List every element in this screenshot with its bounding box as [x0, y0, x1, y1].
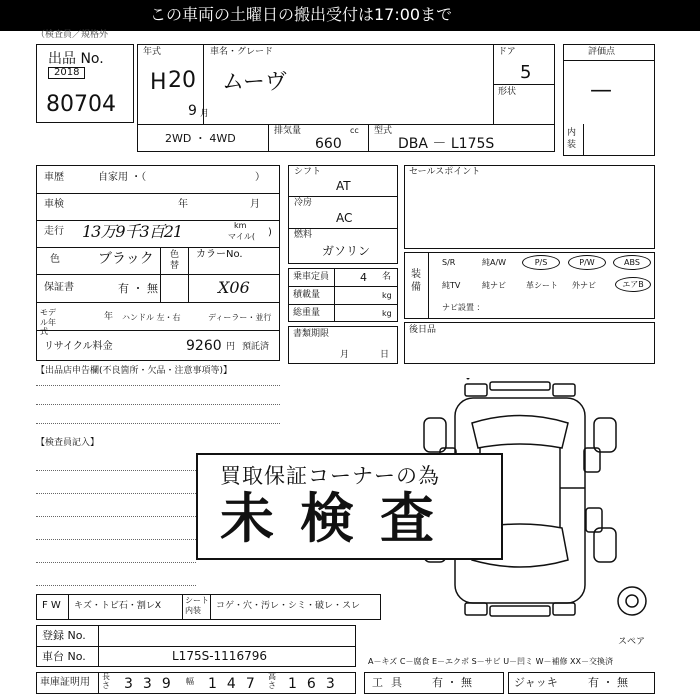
capacity-unit: 名 [382, 272, 392, 282]
mileage-label: 走行 [44, 226, 64, 237]
stamp-line1: 買取保証コーナーの為 [220, 464, 440, 488]
model-year-handle: ハンドル 左・右 [122, 313, 181, 322]
year-era: H [150, 70, 167, 95]
shape-label: 形状 [498, 87, 517, 97]
banner-text: この車両の土曜日の搬出受付は17:00まで [150, 5, 453, 24]
eq-leather: 革シート [526, 281, 558, 290]
lot-number: 80704 [46, 92, 116, 117]
eq-aw: 純A/W [482, 258, 507, 267]
retrofit-box [404, 322, 655, 364]
color-side-label: 色替 [170, 250, 180, 271]
recycle-unit: 円 [226, 342, 236, 352]
history-label: 車歴 [44, 172, 64, 183]
model-year-dealer: ディーラー・並行 [208, 313, 272, 322]
eq-ext-navi: 外ナビ [572, 281, 596, 290]
fw-value: キズ・トビ石・割レX [74, 601, 161, 611]
inspector-label: 【検査員記入】 [36, 438, 100, 448]
model-year-label: モデル年式 [40, 308, 56, 337]
eq-ps: P/S [522, 255, 560, 270]
inspection-month: 月 [250, 199, 260, 210]
cert-l-label: 長さ [102, 672, 110, 690]
lot-label: 出品 No. [48, 51, 104, 67]
color-value: ブラック [98, 251, 154, 267]
chassis-value: L175S-1116796 [172, 649, 267, 663]
load-unit: kg [382, 291, 392, 300]
cert-w-label: 幅 [186, 677, 194, 686]
interior-label: 内装 [567, 128, 577, 150]
tools-label: 工具 [372, 676, 410, 689]
eq-sr: S/R [442, 258, 456, 267]
rating-label: 評価点 [588, 47, 616, 57]
recycle-value: 9260 [186, 338, 222, 354]
ac-label: 冷房 [294, 198, 313, 208]
month-value: 9 [188, 103, 197, 119]
door-label: ドア [498, 47, 516, 57]
gross-label: 総重量 [293, 308, 321, 318]
history-value: 自家用 ・（ [98, 172, 147, 183]
fuel-value: ガソリン [322, 244, 371, 258]
displacement-label: 排気量 [274, 126, 302, 136]
jack-label: ジャッキ [514, 676, 558, 689]
year-label: 年式 [143, 47, 162, 57]
eq-airbag: エアB [615, 277, 651, 292]
sales-point-box [404, 165, 655, 249]
name-label: 車名・グレード [210, 47, 274, 57]
year-value: 20 [168, 68, 196, 93]
mileage-close: ) [268, 227, 272, 238]
notice-label: 【出品店申告欄(不良箇所・欠品・注意事項等)】 [36, 366, 233, 376]
eq-navi-install: ナビ設置 ： [442, 303, 485, 312]
cert-label: 車庫証明用 [40, 677, 90, 688]
capacity-label: 乗車定員 [293, 272, 330, 282]
car-name: ムーヴ [222, 70, 287, 95]
cert-width: 147 [208, 676, 265, 692]
eq-tv: 純TV [442, 281, 461, 290]
details-box [36, 165, 280, 361]
eq-navi: 純ナビ [482, 281, 506, 290]
registration-label: 登録 No. [42, 629, 86, 642]
header-partial: （検査員／規格外 [36, 30, 109, 40]
model-label: 型式 [374, 126, 393, 136]
doors-value: 5 [520, 62, 532, 83]
mileage-unit-mile: マイル( [228, 232, 255, 241]
expiry-month: 月 [340, 350, 350, 360]
warranty-value: 有 ・ 無 [118, 282, 158, 295]
lot-year-stamp: 2018 [48, 67, 85, 79]
load-label: 積載量 [293, 290, 321, 300]
model-value: DBA － L175S [398, 136, 495, 152]
warranty-label: 保証書 [44, 282, 74, 293]
color-code-label: カラーNo. [196, 249, 243, 260]
model-year-year: 年 [104, 312, 114, 322]
drive-value: 2WD ・ 4WD [165, 132, 236, 145]
cc-unit: cc [350, 126, 359, 135]
sales-point-label: セールスポイント [409, 167, 481, 177]
ac-value: AC [336, 211, 353, 225]
mileage-unit-km: km [234, 221, 247, 230]
equipment-label: 装備 [411, 269, 421, 293]
legend: A－キズ C－腐食 E－エクボ S－サビ U－凹ミ W－補修 XX－交換済 [368, 657, 614, 666]
chassis-label: 車台 No. [42, 650, 86, 663]
recycle-note: 預託済 [242, 342, 270, 352]
inspection-year: 年 [178, 199, 188, 210]
eq-pw: P/W [568, 255, 606, 270]
history-close: ） [255, 172, 265, 183]
spare-label: スペア [618, 637, 646, 647]
seat-value: コゲ・穴・汚レ・シミ・破レ・スレ [216, 601, 361, 611]
cert-length: 339 [124, 676, 181, 692]
gross-unit: kg [382, 309, 392, 318]
eq-abs: ABS [613, 255, 651, 270]
cert-h-label: 高さ [268, 672, 276, 690]
cert-height: 163 [288, 676, 345, 692]
expiry-label: 書類期限 [293, 329, 330, 339]
mileage-value: 13万9千3百21 [82, 222, 183, 241]
displacement-value: 660 [315, 136, 342, 152]
month-unit: 月 [200, 109, 210, 119]
color-label: 色 [50, 254, 60, 265]
shift-label: シフト [294, 167, 322, 177]
expiry-day: 日 [380, 350, 390, 360]
shift-value: AT [336, 179, 351, 193]
color-code-value: X06 [218, 278, 250, 297]
capacity-value: 4 [360, 271, 367, 284]
tools-value: 有 ・ 無 [432, 676, 472, 689]
inspection-label: 車検 [44, 199, 64, 210]
stamp-line2: 未検査 [220, 487, 460, 550]
recycle-label: リサイクル料金 [44, 341, 113, 352]
fw-label: F W [42, 600, 61, 611]
rating-value: — [590, 78, 612, 103]
fuel-label: 燃料 [294, 230, 313, 240]
seat-label: シート内装 [185, 596, 209, 615]
retrofit-label: 後日品 [409, 325, 437, 335]
jack-value: 有 ・ 無 [588, 676, 628, 689]
